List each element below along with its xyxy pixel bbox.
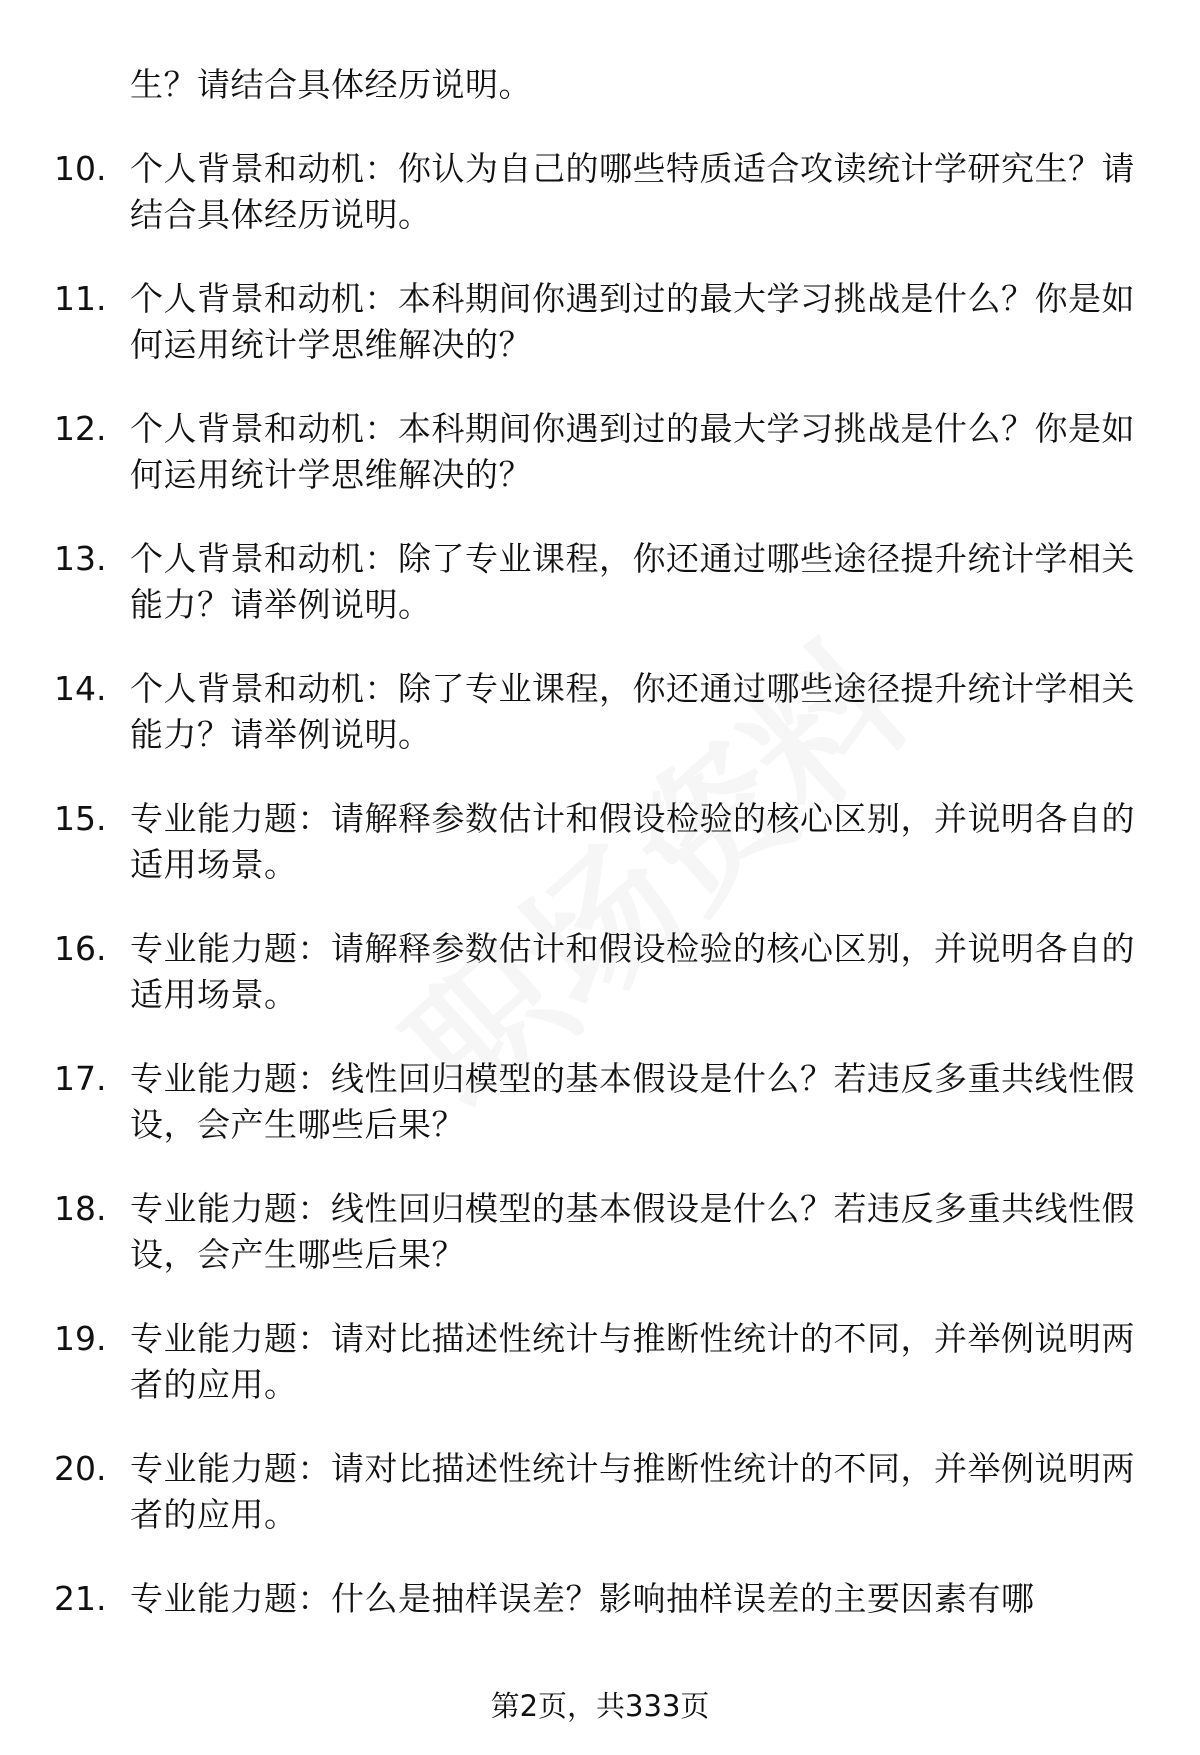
question-text: 个人背景和动机：本科期间你遇到过的最大学习挑战是什么？你是如何运用统计学思维解决的？ bbox=[130, 279, 1135, 364]
question-text: 个人背景和动机：除了专业课程，你还通过哪些途径提升统计学相关能力？请举例说明。 bbox=[130, 539, 1135, 624]
question-text: 个人背景和动机：除了专业课程，你还通过哪些途径提升统计学相关能力？请举例说明。 bbox=[130, 669, 1135, 754]
page-footer: 第2页，共333页 bbox=[490, 1689, 710, 1723]
question-text: 个人背景和动机：你认为自己的哪些特质适合攻读统计学研究生？请结合具体经历说明。 bbox=[130, 149, 1135, 234]
question-number: 15. bbox=[54, 799, 107, 838]
question-item bbox=[0, 1300, 1200, 1430]
question-item bbox=[0, 910, 1200, 1040]
question-text: 专业能力题：什么是抽样误差？影响抽样误差的主要因素有哪 bbox=[130, 1579, 1035, 1618]
question-item bbox=[0, 1170, 1200, 1300]
question-item bbox=[0, 650, 1200, 780]
question-number: 11. bbox=[54, 279, 107, 318]
question-text: 专业能力题：请解释参数估计和假设检验的核心区别，并说明各自的适用场景。 bbox=[130, 799, 1135, 884]
question-number: 16. bbox=[54, 929, 107, 968]
question-item bbox=[0, 260, 1200, 390]
question-number: 20. bbox=[54, 1449, 107, 1488]
question-item bbox=[0, 780, 1200, 910]
question-item bbox=[0, 520, 1200, 650]
question-number: 21. bbox=[54, 1579, 107, 1618]
continuation-text: 生？请结合具体经历说明。 bbox=[130, 65, 532, 104]
question-text: 专业能力题：请对比描述性统计与推断性统计的不同，并举例说明两者的应用。 bbox=[130, 1319, 1135, 1404]
question-list bbox=[0, 130, 1200, 1690]
question-item bbox=[0, 1430, 1200, 1560]
question-number: 12. bbox=[54, 409, 107, 448]
question-item bbox=[0, 390, 1200, 520]
question-item bbox=[0, 130, 1200, 260]
question-text: 专业能力题：请解释参数估计和假设检验的核心区别，并说明各自的适用场景。 bbox=[130, 929, 1135, 1014]
question-text: 个人背景和动机：本科期间你遇到过的最大学习挑战是什么？你是如何运用统计学思维解决的？ bbox=[130, 409, 1135, 494]
question-number: 18. bbox=[54, 1189, 107, 1228]
question-number: 10. bbox=[54, 149, 107, 188]
question-number: 19. bbox=[54, 1319, 107, 1358]
question-text: 专业能力题：请对比描述性统计与推断性统计的不同，并举例说明两者的应用。 bbox=[130, 1449, 1135, 1534]
question-number: 13. bbox=[54, 539, 107, 578]
question-item bbox=[0, 1040, 1200, 1170]
question-number: 17. bbox=[54, 1059, 107, 1098]
question-number: 14. bbox=[54, 669, 107, 708]
question-text: 专业能力题：线性回归模型的基本假设是什么？若违反多重共线性假设，会产生哪些后果？ bbox=[130, 1059, 1135, 1144]
question-text: 专业能力题：线性回归模型的基本假设是什么？若违反多重共线性假设，会产生哪些后果？ bbox=[130, 1189, 1135, 1274]
question-item bbox=[0, 1560, 1200, 1690]
